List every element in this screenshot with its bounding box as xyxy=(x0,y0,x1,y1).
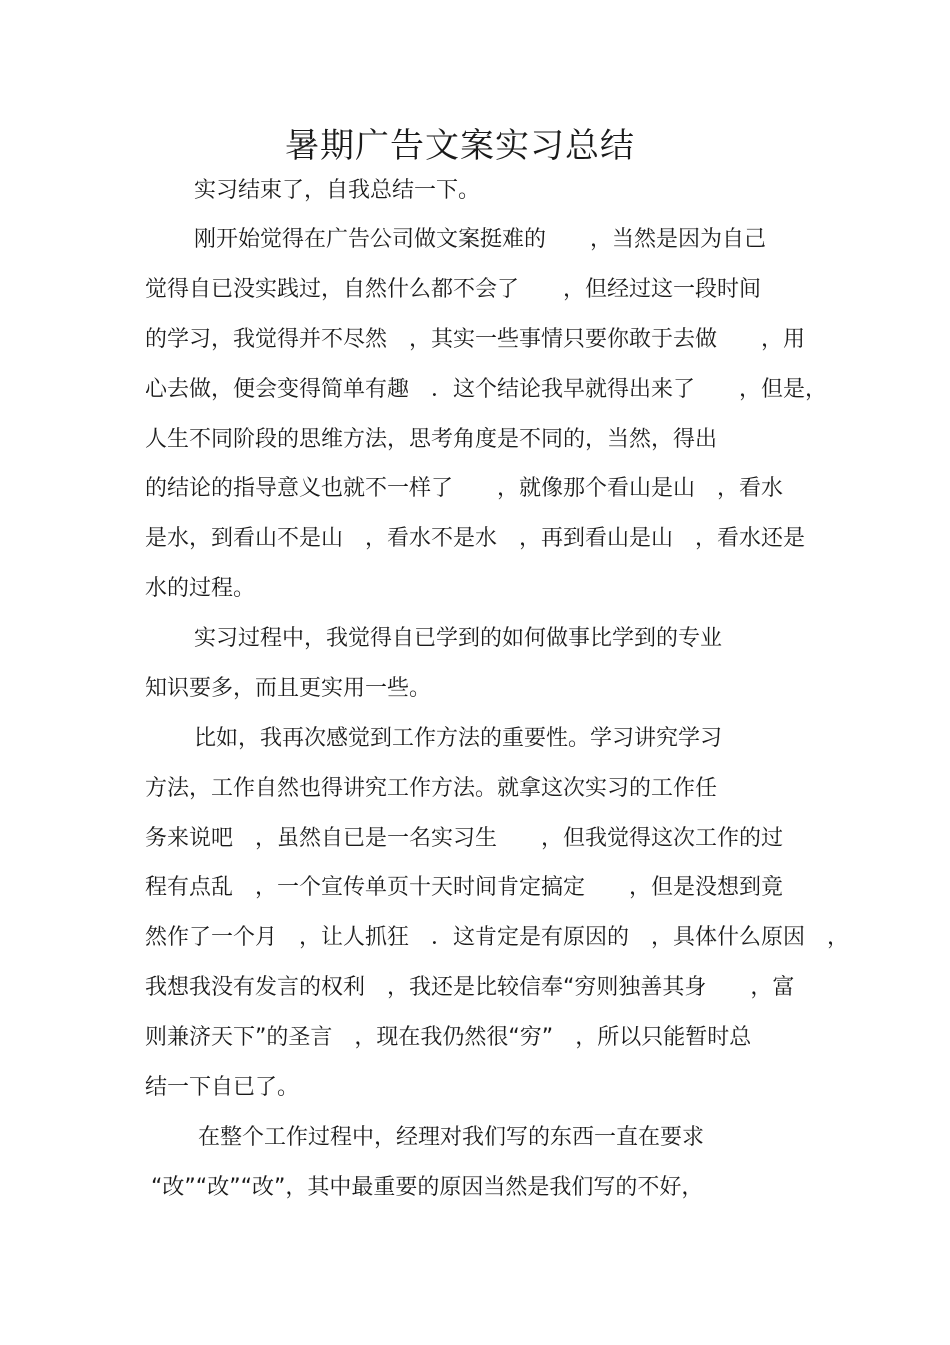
paragraph-line: 然作了一个月 ，让人抓狂 ．这肯定是有原因的 ，具体什么原因 ， xyxy=(145,925,850,950)
paragraph-line: 结一下自已了。 xyxy=(145,1075,300,1100)
paragraph-line: 的结论的指导意义也就不一样了 ，就像那个看山是山 ，看水 xyxy=(145,476,784,501)
paragraph-line: 方法，工作自然也得讲究工作方法。就拿这次实习的工作任 xyxy=(145,776,718,801)
paragraph-line: 心去做，便会变得简单有趣 ．这个结论我早就得出来了 ，但是， xyxy=(145,377,828,402)
paragraph-line: 则兼济天下”的圣言 ，现在我仍然很“穷” ，所以只能暂时总 xyxy=(145,1025,752,1050)
paragraph-line: 比如，我再次感觉到工作方法的重要性。学习讲究学习 xyxy=(194,726,723,751)
paragraph-line: “改”“改”“改”，其中最重要的原因当然是我们写的不好， xyxy=(151,1175,704,1200)
paragraph-line: 水的过程。 xyxy=(145,576,256,601)
paragraph-line: 实习结束了，自我总结一下。 xyxy=(194,178,481,203)
paragraph-line: 我想我没有发言的权利 ，我还是比较信奉“穷则独善其身 ，富 xyxy=(145,975,795,1000)
paragraph-line: 人生不同阶段的思维方法，思考角度是不同的，当然，得出 xyxy=(145,427,718,452)
paragraph-line: 觉得自已没实践过，自然什么都不会了 ，但经过这一段时间 xyxy=(145,277,762,302)
paragraph-line: 务来说吧 ，虽然自已是一名实习生 ，但我觉得这次工作的过 xyxy=(145,826,784,851)
paragraph-line: 知识要多，而且更实用一些。 xyxy=(145,676,432,701)
paragraph-line: 在整个工作过程中，经理对我们写的东西一直在要求 xyxy=(198,1125,705,1150)
paragraph-line: 的学习，我觉得并不尽然 ，其实一些事情只要你敢于去做 ，用 xyxy=(145,327,806,352)
document-title: 暑期广告文案实习总结 xyxy=(285,126,635,166)
paragraph-line: 实习过程中，我觉得自已学到的如何做事比学到的专业 xyxy=(194,626,723,651)
paragraph-line: 是水，到看山不是山 ，看水不是水 ，再到看山是山 ，看水还是 xyxy=(145,526,806,551)
paragraph-line: 程有点乱 ，一个宣传单页十天时间肯定搞定 ，但是没想到竟 xyxy=(145,875,784,900)
paragraph-line: 刚开始觉得在广告公司做文案挺难的 ，当然是因为自己 xyxy=(194,227,767,252)
